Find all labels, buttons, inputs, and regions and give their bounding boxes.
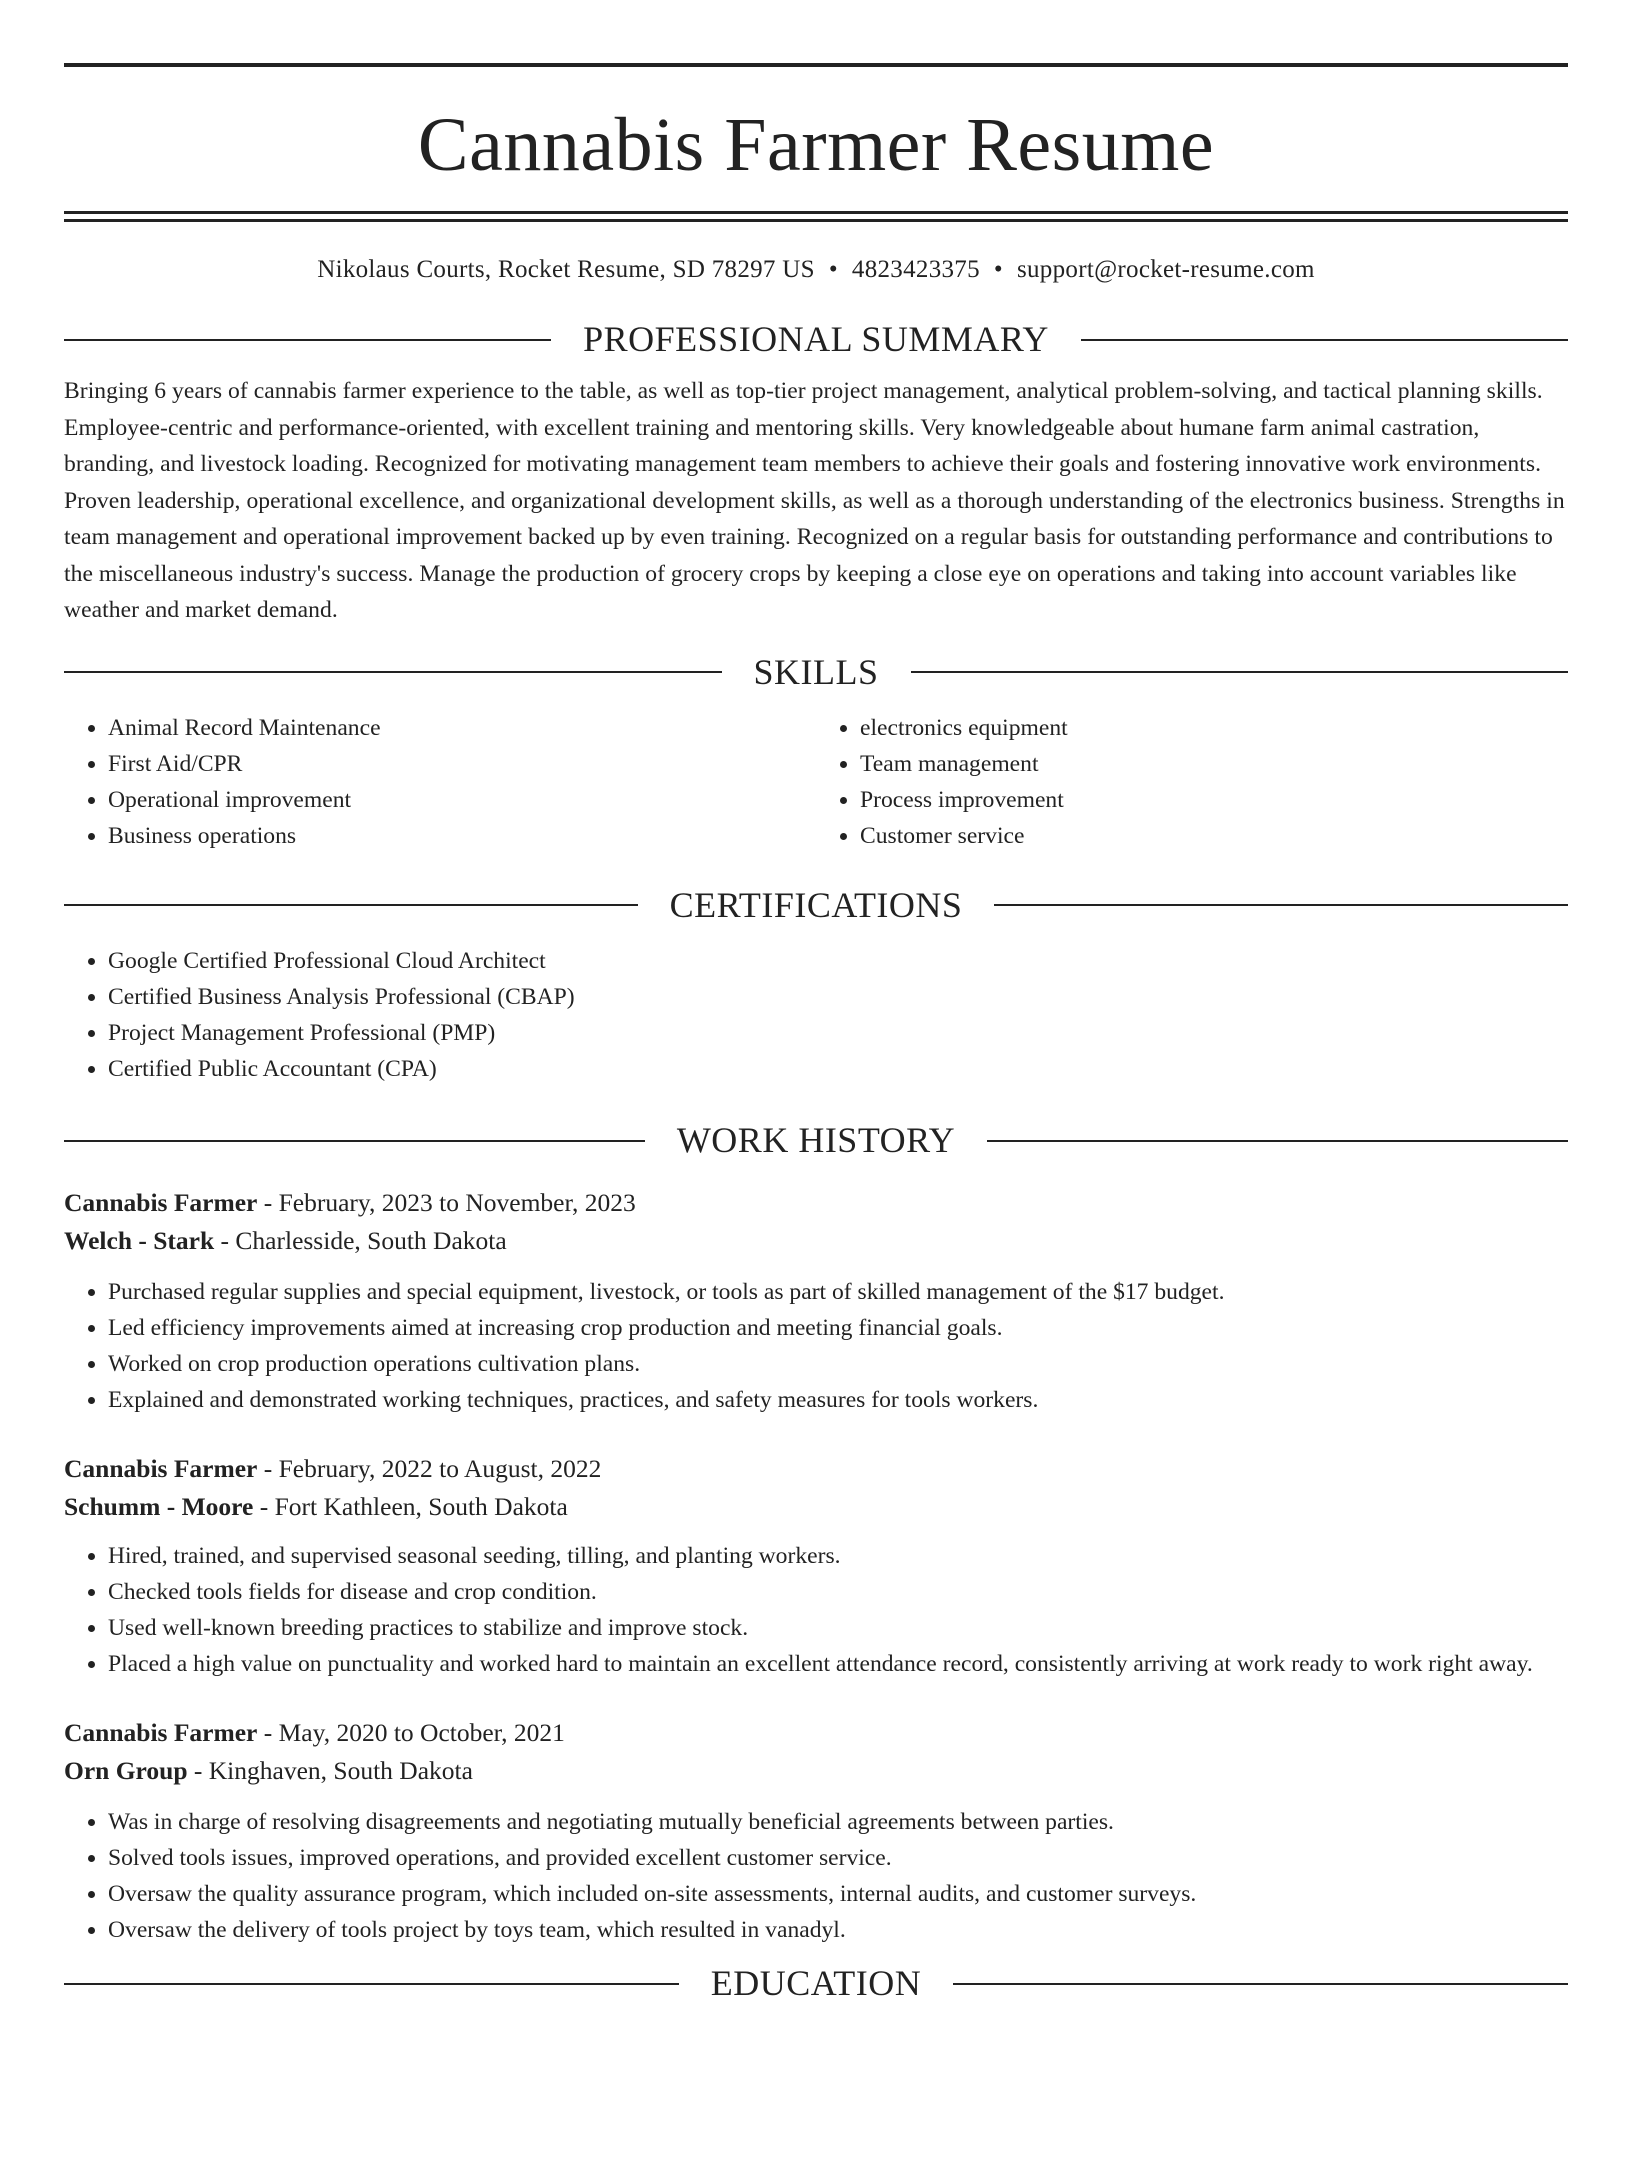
section-rule <box>64 904 638 906</box>
job-company-line <box>64 1488 1568 1526</box>
skills-column-right <box>816 710 1568 854</box>
job-bullet: • Led efficiency improvements aimed at increasing crop production and meeting financial goals. <box>108 1310 1568 1346</box>
job-title: Cannabis Farmer <box>64 1454 258 1484</box>
job-bullet: • Used well-known breeding practices to stabilize and improve stock. <box>108 1610 1568 1646</box>
contact-phone: 4823423375 <box>851 256 980 283</box>
section-rule <box>64 1140 645 1142</box>
section-header-skills <box>64 651 1568 694</box>
job-company: Schumm - Moore <box>64 1492 254 1522</box>
work-history-list <box>64 1184 1568 1948</box>
job-location: - Fort Kathleen, South Dakota <box>253 1492 568 1522</box>
job-location: - Kinghaven, South Dakota <box>187 1756 473 1786</box>
skills-column-left <box>64 710 816 854</box>
job-bullet: • Oversaw the quality assurance program, which included on-site assessments, internal audits, and customer surveys. <box>108 1876 1568 1912</box>
section-header-certifications <box>64 884 1568 927</box>
job-company: Welch - Stark <box>64 1226 215 1256</box>
section-rule <box>64 671 722 673</box>
job-bullet: • Purchased regular supplies and special equipment, livestock, or tools as part of skilled management of the $17 budget. <box>108 1274 1568 1310</box>
contact-address: Nikolaus Courts, Rocket Resume, SD 78297 US <box>317 256 815 283</box>
certification-item: • Certified Business Analysis Professional (CBAP) <box>108 979 1568 1015</box>
job-company: Orn Group <box>64 1756 188 1786</box>
job-dates: - February, 2022 to August, 2022 <box>257 1454 602 1484</box>
job-company-line <box>64 1222 1568 1260</box>
skill-item: • electronics equipment <box>860 710 1568 746</box>
section-rule <box>1081 339 1568 341</box>
job-bullet: • Hired, trained, and supervised seasonal seeding, tilling, and planting workers. <box>108 1538 1568 1574</box>
section-title-skills: SKILLS <box>753 651 879 692</box>
certifications-list <box>64 943 1568 1087</box>
certification-item: • Project Management Professional (PMP) <box>108 1015 1568 1051</box>
contact-email: support@rocket-resume.com <box>1016 256 1315 283</box>
section-header-work-history <box>64 1119 1568 1162</box>
job-entry <box>64 1184 1568 1418</box>
skill-item: • First Aid/CPR <box>108 746 816 782</box>
section-title-work-history: WORK HISTORY <box>676 1120 956 1161</box>
job-bullet: • Was in charge of resolving disagreements and negotiating mutually beneficial agreements between parties. <box>108 1804 1568 1840</box>
title-double-rule <box>64 211 1568 222</box>
skill-item: • Operational improvement <box>108 782 816 818</box>
job-bullet: • Solved tools issues, improved operations, and provided excellent customer service. <box>108 1840 1568 1876</box>
skill-item: • Business operations <box>108 818 816 854</box>
job-entry <box>64 1714 1568 1948</box>
job-title-line <box>64 1714 1568 1752</box>
section-title-education: EDUCATION <box>710 1963 922 2004</box>
skill-item: • Animal Record Maintenance <box>108 710 816 746</box>
resume-page <box>0 63 1632 2175</box>
contact-line <box>64 256 1568 284</box>
job-bullet: • Checked tools fields for disease and crop condition. <box>108 1574 1568 1610</box>
section-rule <box>987 1140 1568 1142</box>
section-rule <box>64 1983 679 1985</box>
section-rule <box>994 904 1568 906</box>
section-header-education <box>64 1962 1568 2005</box>
top-rule <box>64 63 1568 67</box>
certification-item: • Certified Public Accountant (CPA) <box>108 1051 1568 1087</box>
section-rule <box>64 339 551 341</box>
job-dates: - February, 2023 to November, 2023 <box>257 1188 636 1218</box>
contact-separator: • <box>828 256 838 283</box>
certification-item: • Google Certified Professional Cloud Architect <box>108 943 1568 979</box>
section-title-certifications: CERTIFICATIONS <box>669 884 963 925</box>
job-bullet: • Placed a high value on punctuality and worked hard to maintain an excellent attendance record, consistently arriving at work ready to work right away. <box>108 1646 1568 1682</box>
summary-text: Bringing 6 years of cannabis farmer experience to the table, as well as top-tier project management, analytical problem-solving, and tactical planning skills. Employee-centric and performance-oriented, with excellent training and mentoring skills. Very knowledgeable about humane farm animal castration, branding, and livestock loading. Recognized for motivating management team members to achieve their goals and fostering innovative work environments. Proven leadership, operational excellence, and organizational development skills, as well as a thorough understanding of the electronics business. Strengths in team management and operational improvement backed up by even training. Recognized on a regular basis for outstanding performance and contributions to the miscellaneous industry's success. Manage the production of grocery crops by keeping a close eye on operations and taking into account variables like weather and market demand. <box>64 378 1565 624</box>
job-title: Cannabis Farmer <box>64 1718 258 1748</box>
contact-separator: • <box>993 256 1003 283</box>
job-entry <box>64 1450 1568 1682</box>
skills-list <box>64 710 1568 854</box>
section-header-summary <box>64 318 1568 361</box>
job-title-line <box>64 1450 1568 1488</box>
skill-item: • Customer service <box>860 818 1568 854</box>
job-title-line <box>64 1184 1568 1222</box>
skill-item: • Process improvement <box>860 782 1568 818</box>
job-bullet: • Explained and demonstrated working techniques, practices, and safety measures for tools workers. <box>108 1382 1568 1418</box>
job-title: Cannabis Farmer <box>64 1188 258 1218</box>
job-company-line <box>64 1752 1568 1790</box>
job-dates: - May, 2020 to October, 2021 <box>257 1718 565 1748</box>
section-rule <box>911 671 1569 673</box>
section-title-summary: PROFESSIONAL SUMMARY <box>583 319 1049 359</box>
skill-item: • Team management <box>860 746 1568 782</box>
job-bullet: • Oversaw the delivery of tools project by toys team, which resulted in vanadyl. <box>108 1912 1568 1948</box>
section-rule <box>953 1983 1568 1985</box>
job-bullet: • Worked on crop production operations cultivation plans. <box>108 1346 1568 1382</box>
job-location: - Charlesside, South Dakota <box>214 1226 507 1256</box>
resume-title: Cannabis Farmer Resume <box>417 103 1215 187</box>
